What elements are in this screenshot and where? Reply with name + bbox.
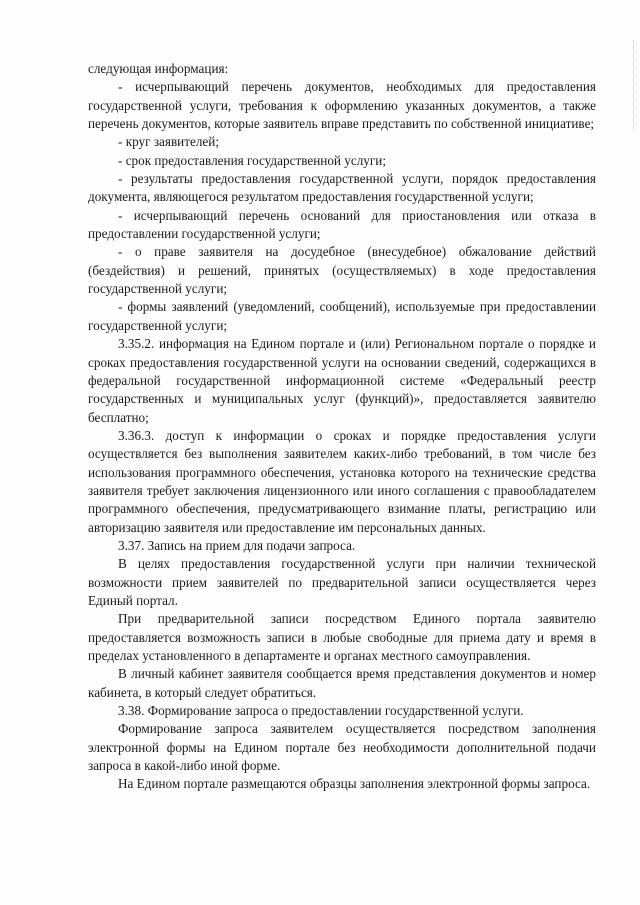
paragraph-preregistration: В целях предоставления государственной услуги при наличии технической возможности прием заявителей по предварительной записи осуществляется через Единый портал. [88,556,596,608]
paragraph-3-36-3: 3.36.3. доступ к информации о сроках и порядке предоставления услуги осуществляется без выполнения заявителем каких-либо требований, в том числе без использования программного обеспечения, установка которого на технические средства заявителя требует заключения лицензионного или иного соглашения с правообладателем программного обеспечения, предусматривающего взимание платы, регистрацию или авторизацию заявителя или предоставление им персональных данных. [88,427,596,535]
paragraph-3-35-2: 3.35.2. информация на Едином портале и (или) Региональном портале о порядке и сроках предоставления государственной услуги на основании сведений, содержащихся в федеральной государственной информационной системе «Федеральный реестр государственных и муниципальных услуг (функций)», предоставляется заявителю бесплатно; [88,336,596,425]
paragraph-intro: следующая информация: [88,61,229,76]
scan-edge-mark [625,40,634,130]
section-heading-3-37: 3.37. Запись на прием для подачи запроса. [118,537,356,553]
section-heading-3-38: 3.38. Формирование запроса о предоставлении государственной услуги. [118,703,524,719]
paragraph-preregistration-slots: При предварительной записи посредством Единого портала заявителю предоставляется возможность записи в любые свободные для приема дату и время в пределах установленного в департаменте и органах местного самоуправления. [88,611,596,663]
list-item-grounds: - исчерпывающий перечень оснований для приостановления или отказа в предоставлении государственной услуги; [88,207,596,242]
list-item-applicants: - круг заявителей; [118,134,219,150]
document-body [88,60,596,794]
paragraph-personal-cabinet: В личный кабинет заявителя сообщается время представления документов и номер кабинета, в который следует обратиться. [88,666,596,700]
paragraph-request-forming: Формирование запроса заявителем осуществляется посредством заполнения электронной формы на Едином портале без необходимости дополнительной подачи запроса в какой-либо иной форме. [88,721,596,774]
list-item-appeal: - о праве заявителя на досудебное (внесудебное) обжалование действий (бездействия) и решений, принятых (осуществляемых) в ходе предоставления государственной услуги; [88,244,596,297]
list-item-term: - срок предоставления государственной услуги; [118,152,387,168]
list-item-results: - результаты предоставления государственной услуги, порядок предоставления документа, являющегося результатом предоставления государственной услуги; [88,171,596,205]
paragraph-form-samples: На Едином портале размещаются образцы заполнения электронной формы запроса. [118,776,591,792]
list-item-forms: - формы заявлений (уведомлений, сообщений), используемые при предоставлении государственной услуги; [88,299,596,333]
list-item-documents: - исчерпывающий перечень документов, необходимых для предоставления государственной услуги, требования к оформлению указанных документов, а также перечень документов, которые заявитель вправе представить по собственной инициативе; [88,79,596,132]
